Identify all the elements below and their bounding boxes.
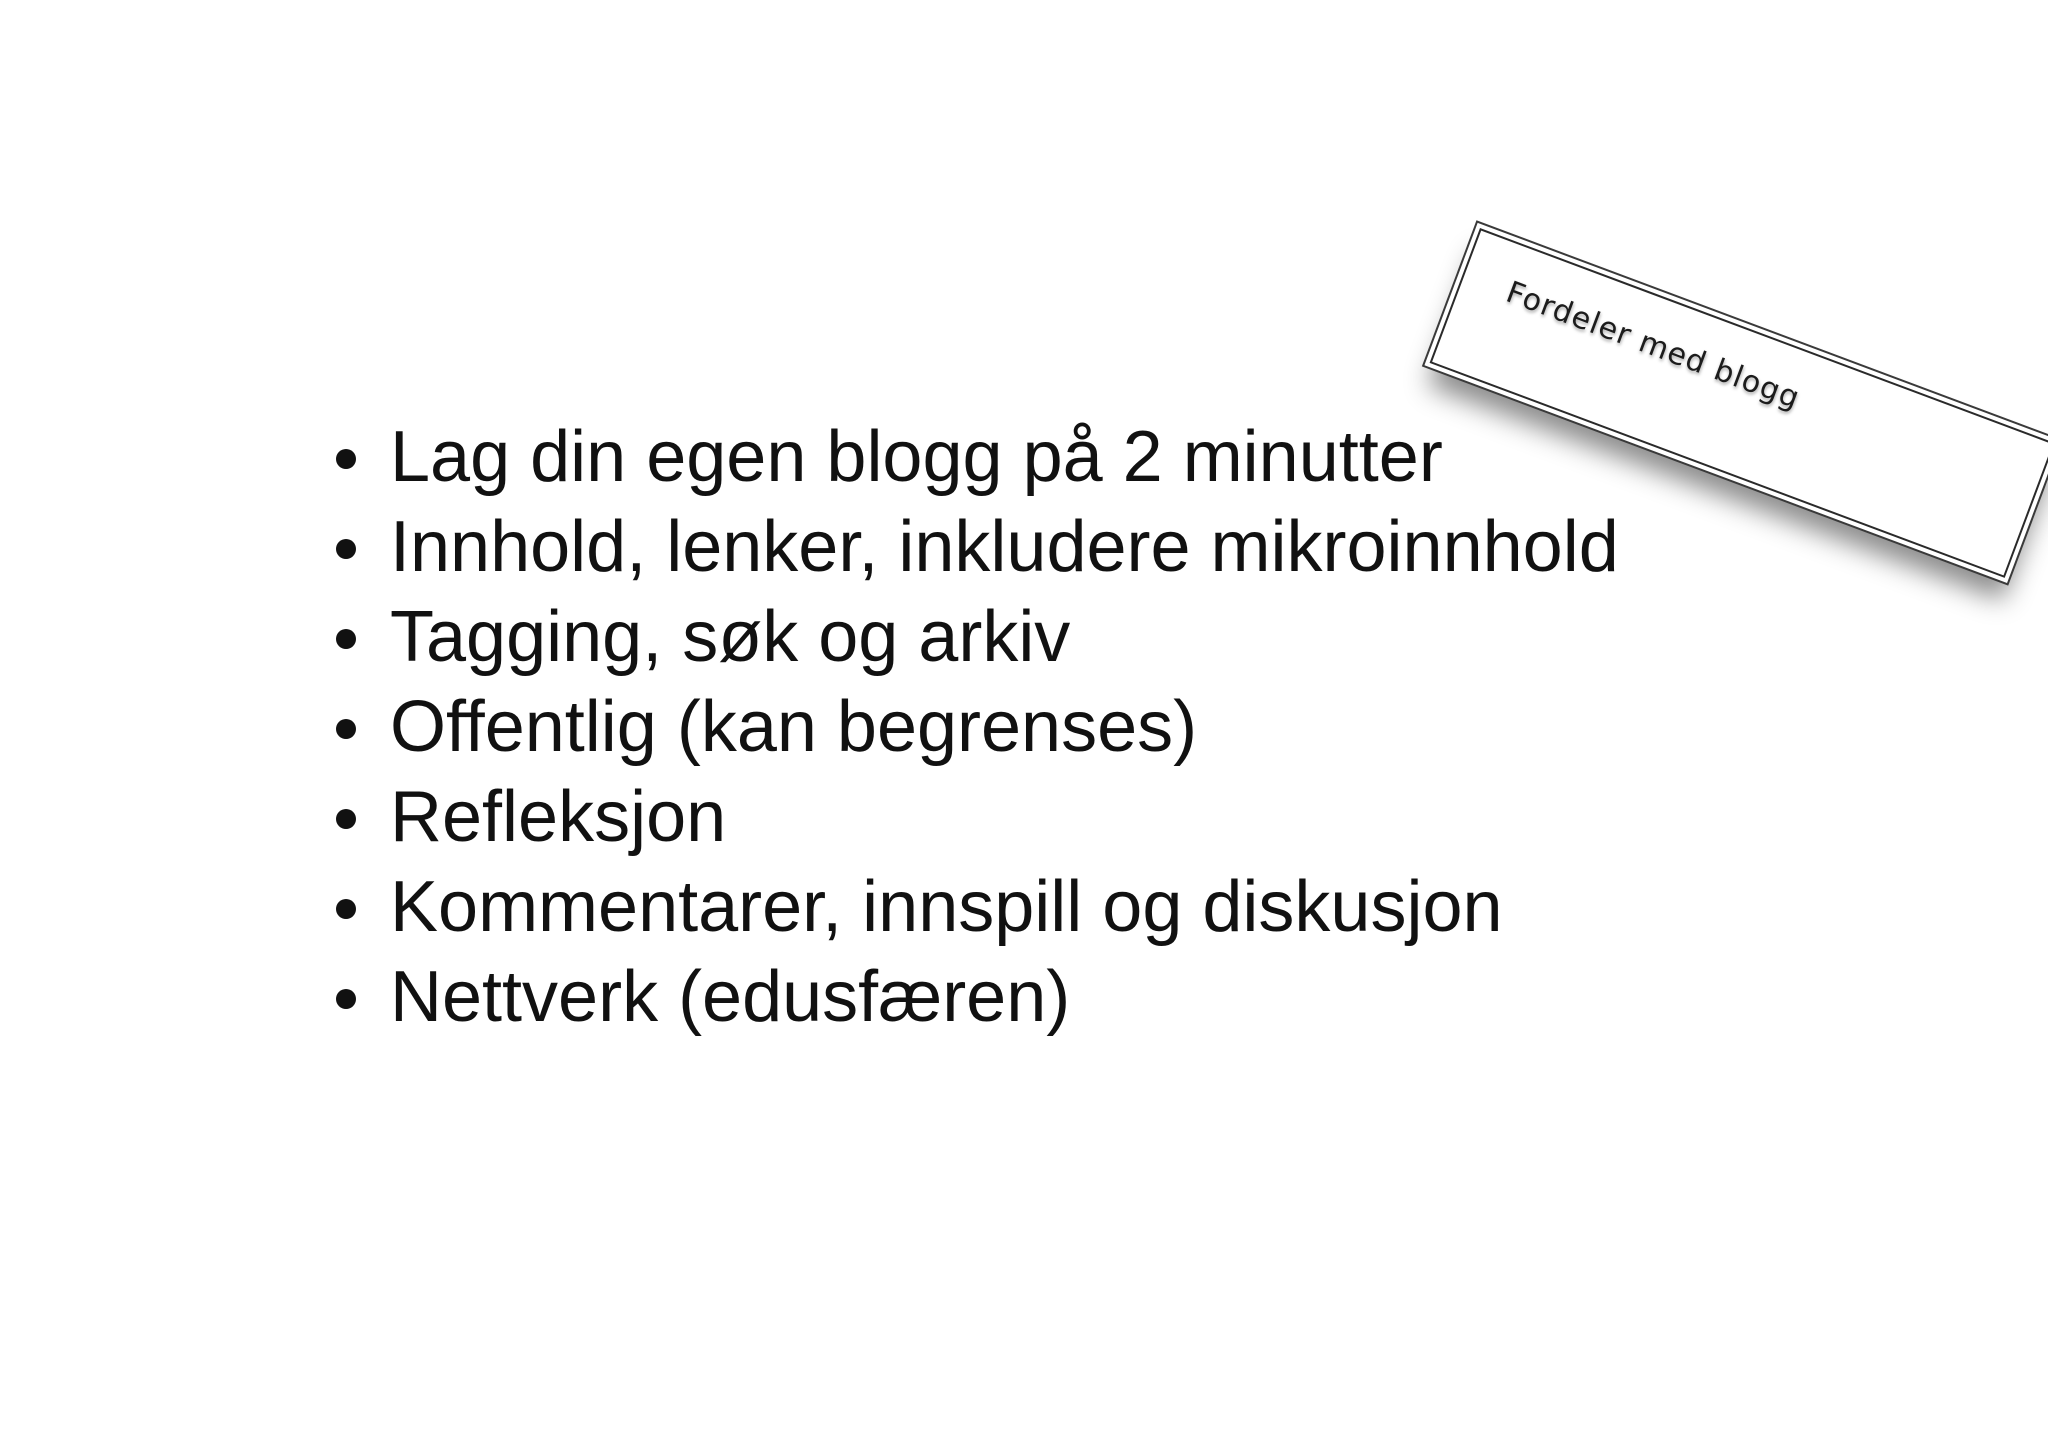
bullet-text: Innhold, lenker, inkludere mikroinnhold xyxy=(390,507,1619,587)
bullet-text: Nettverk (edusfæren) xyxy=(390,957,1071,1037)
list-item xyxy=(330,502,1619,592)
bullet-text: Offentlig (kan begrenses) xyxy=(390,687,1198,767)
bullet-text: Tagging, søk og arkiv xyxy=(390,597,1071,677)
bullet-text: Refleksjon xyxy=(390,777,727,857)
bullet-text: Lag din egen blogg på 2 minutter xyxy=(390,417,1443,497)
bullet-icon xyxy=(336,449,356,469)
list-item xyxy=(330,952,1619,1042)
bullet-icon xyxy=(336,629,356,649)
bullet-list xyxy=(330,412,1619,1042)
list-item xyxy=(330,862,1619,952)
bullet-icon xyxy=(336,539,356,559)
bullet-icon xyxy=(336,719,356,739)
list-item xyxy=(330,592,1619,682)
bullet-icon xyxy=(336,899,356,919)
list-item xyxy=(330,412,1619,502)
list-item xyxy=(330,772,1619,862)
bullet-icon xyxy=(336,989,356,1009)
list-item xyxy=(330,682,1619,772)
bullet-icon xyxy=(336,809,356,829)
slide-title: Fordeler med blogg xyxy=(1501,274,1805,417)
bullet-text: Kommentarer, innspill og diskusjon xyxy=(390,867,1503,947)
